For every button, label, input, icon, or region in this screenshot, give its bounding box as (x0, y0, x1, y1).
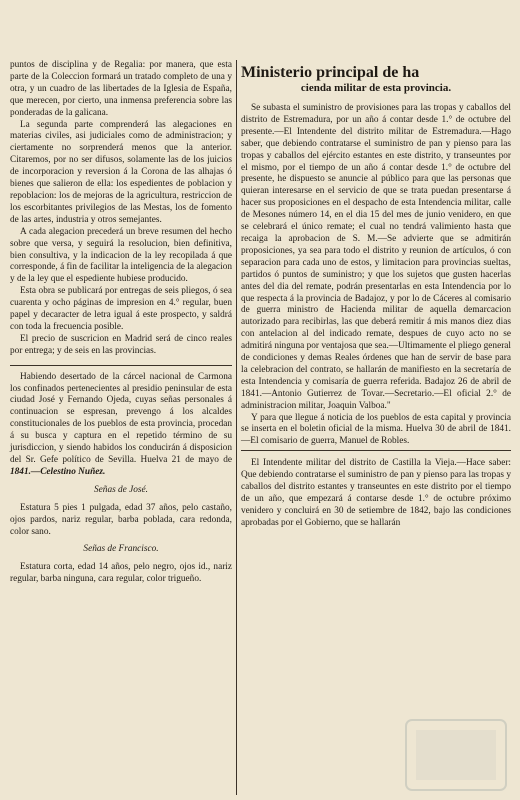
senas-francisco-heading: Señas de Francisco. (83, 544, 159, 555)
paragraph-segunda-parte: La segunda parte comprenderá las alegaciones en materias civiles, asi judiciales como de administracion; y ciertamente no sorprenderá menos que la anterior. Citaremos, por no ser difusos, solamente las de los juicios de incorporacion y reversion á la Corona de las alhajas ó bienes que salieron de ella: los espedientes de poblacion y repoblacion: los de mejoras de la agricultura, restriccion de los escorbitantes privilegios de las Mestas, los de fomento de las artes, industria y otros semejantes. (10, 119, 232, 225)
desercion-text: Habiendo desertado de la cárcel nacional de Carmona los confinados pertenecientes al presidio peninsular de esta ciudad José y Fernando Ojeda, cuyas señas personales á continuacion se espresan, prevengo á los alcaldes constitucionales de los pueblos de esta provincia, procedan á su busca y captura en el repetido término de su jurisdiccion, y siendo habidos los conducirán á disposicion del Sr. Gefe político de Sevilla. Huelva 21 de mayo de (10, 371, 232, 465)
section-divider (10, 365, 232, 366)
paragraph-subasta: Se subasta el suministro de provisiones para las tropas y caballos del distrito de Estremadura, por un año á contar desde 1.° de octubre del presente.—El Intendente del distrito militar de Estremadura.—Hago saber, que debiendo contratarse el suministro de pan y pienso para las tropas y caballos del ejército estantes en este distrito, y transeuntes por el mismo, por el tiempo de un año á contar desde 1.° de octubre del presente, he dispuesto se anuncie al público para que las personas que quieran interesarse en el servicio de que se trata puedan presentarse á hacer sus proposiciones en el despacho de esta Intendencia militar, calle de Mesones número 14, en el dia 15 del mes de junio venidero, en que se celebrará el único remate; el cual no tendrá valimiento hasta que recaiga la aprobacion de S. M.—Se advierte que se admitirán proposiciones, ya sea para todo el distrito y reunion de artículos, ó con separacion para cada uno de estos, y limitacion para provincias sueltas, partidos ó puntos de suministro; y que los sujetos que gusten hacerlas antes del dia del remate, podrán presentarlas en esta Intendencia por lo que respecta á la provincia de Badajoz, y por lo de Cáceres al comisario de guerra ministro de Hacienda militar de aquella demarcacion autorizado para recibirlas, las que deberá remitir á mis manos diez dias con antelacion al del indicado remate, despues de cuyo acto no se admitirá ninguna por ventajosa que sea.—Ultimamente el pliego general de condiciones y demas Reales órdenes que han de servir de base para la celebracion del contrato, se hallarán de manifiesto en la secretaría de esta Intendencia y comisaría de guerra referida. Badajoz 26 de abril de 1841.—Antonio Gutierrez de Tovar.—Secretario.—El oficial 2.° de administracion militar, Joaquin Valboa." (241, 103, 511, 411)
section-subheading: cienda militar de esta provincia. (300, 82, 452, 94)
senas-jose-heading: Señas de José. (94, 484, 148, 495)
left-column (10, 60, 232, 586)
paragraph-alegacion: A cada alegacion precederá un breve resumen del hecho sobre que versa, y seguirá la resolucion, bien definitiva, bien consultiva, y la indicacion de la ley recopilada á que corresponde, á fin de facilitar la inteligencia de la alegacion y de la ley que el espediente hubiese producido. (10, 226, 232, 285)
library-stamp-watermark (402, 714, 512, 796)
desercion-signature: 1841.—Celestino Nuñez. (10, 466, 106, 477)
right-column (241, 60, 511, 530)
paragraph-castilla: El Intendente militar del distrito de Castilla la Vieja.—Hace saber: Que debiendo contratarse el suministro de pan y pienso para las tropas y caballos del distrito estantes y transeuntes en este distrito por el tiempo de un año, que empezará á contarse desde 1.° de octubre próximo venidero y concluirá en 30 de setiembre de 1842, bajo las condiciones aprobadas por el Gobierno, que se hallarán (241, 458, 511, 528)
paragraph-senas-francisco: Estatura corta, edad 14 años, pelo negro, ojos id., nariz regular, barba ninguna, cara regular, color trigueño. (10, 562, 232, 585)
section-divider-right (241, 450, 511, 451)
paragraph-entregas: Esta obra se publicará por entregas de seis pliegos, ó sea cuarenta y ocho páginas de impresion en 4.° regular, buen papel y decaracter de letra igual á este prospecto, y saldrá con toda la frecuencia posible. (10, 286, 232, 332)
paragraph-precio: El precio de suscricion en Madrid será de cinco reales por entrega; y de seis en las provincias. (10, 333, 232, 356)
paragraph-senas-jose: Estatura 5 pies 1 pulgada, edad 37 años, pelo castaño, ojos pardos, nariz regular, barba poblada, cara redonda, color sano. (10, 502, 232, 537)
section-heading: Ministerio principal de ha (241, 64, 420, 81)
paragraph-desercion (10, 372, 232, 479)
paragraph-noticia: Y para que llegue á noticia de los pueblos de esta capital y provincia se inserta en el boletin oficial de la misma. Huelva 30 de abril de 1841.—El comisario de guerra, Manuel de Robles. (241, 412, 511, 447)
paragraph-regalia: puntos de disciplina y de Regalia: por manera, que esta parte de la Coleccion formará un tratado completo de una y otra, y un cuadro de las libertades de la Iglesia de España, que merecen, por cierto, una inmensa preferencia sobre las ponderadas de la galicana. (10, 60, 232, 118)
column-rule (236, 60, 237, 795)
